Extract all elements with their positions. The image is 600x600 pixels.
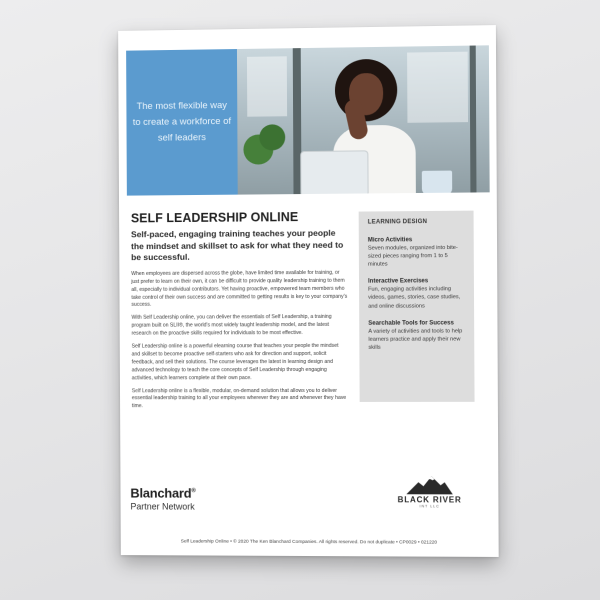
learning-design-sidebar	[359, 211, 475, 402]
black-river-logo-name: BLACK RIVER	[397, 495, 462, 505]
sidebar-heading: LEARNING DESIGN	[367, 219, 428, 226]
black-river-logo	[389, 476, 470, 508]
sidebar-item-interactive-exercises	[368, 278, 465, 310]
footer-text: Self Leadership Online • © 2020 The Ken Blanchard Companies. All rights reserved. Do not duplicate • CP0029 • 021220	[180, 539, 438, 546]
black-river-logo-small: INT LLC	[419, 504, 440, 509]
hero-tagline: The most flexible way to create a workforce of self leaders	[132, 100, 232, 144]
sidebar-item-title: Micro Activities	[367, 237, 413, 244]
body-paragraph-1: When employees are dispersed across the globe, have limited time available for training, or just prefer to learn on their own, it can be difficult to provide quality leadership training to them all, especially to individual contributors. Yet having proactive, empowered team members who take control of their own success and are committed to getting results is key to your company's success.	[131, 269, 348, 309]
sidebar-item-text: Fun, engaging activities including videos, games, stories, case studies, and online discussions	[368, 286, 461, 310]
mug-image	[422, 171, 452, 195]
sidebar-item-searchable-tools	[368, 320, 465, 352]
sidebar-item-micro-activities	[368, 237, 465, 269]
blanchard-logo	[130, 486, 195, 512]
sidebar-item-title: Searchable Tools for Success	[368, 320, 454, 327]
registered-mark: ®	[191, 488, 196, 495]
sidebar-item-title: Interactive Exercises	[368, 278, 429, 285]
page-subtitle: Self-paced, engaging training teaches your people the mindset and skillset to ask for what they need to be successful.	[130, 227, 344, 263]
sidebar-item-text: A variety of activities and tools to help learners practice and apply their new skills	[368, 328, 463, 351]
hero-tagline-panel	[126, 49, 238, 196]
blanchard-logo-subtitle: Partner Network	[130, 501, 195, 512]
body-paragraph-4: Self Leadership online is a flexible, modular, on-demand solution that allows you to deliver essential leadership training to all your employees wherever they are and whenever they have time.	[131, 387, 347, 410]
body-paragraph-2: With Self Leadership online, you can deliver the essentials of Self Leadership, a training program built on SLII®, the world's most widely taught leadership model, and the latest research on the proactive skills required for individuals to be most effective.	[131, 314, 332, 337]
body-paragraph-3: Self Leadership online is a powerful elearning course that teaches your people the mindset and skillset to become proactive self-starters who ask for direction and support, solicit feedback, and sell their solutions. The course leverages the latest in learning design and advanced technology to teach the core concepts of Self Leadership through engaging activities, which learners complete at their own pace.	[131, 342, 339, 381]
page-title: SELF LEADERSHIP ONLINE	[130, 210, 299, 226]
flyer-sheet	[118, 25, 499, 557]
tablet-image	[301, 151, 367, 194]
blanchard-logo-name: Blanchard	[130, 485, 192, 501]
hero-photo	[237, 45, 490, 194]
mountain-icon	[406, 476, 453, 494]
hero-banner	[126, 45, 490, 195]
sidebar-item-text: Seven modules, organized into bite-sized pieces ranging from 1 to 5 minutes	[367, 244, 458, 268]
main-content	[131, 210, 349, 417]
